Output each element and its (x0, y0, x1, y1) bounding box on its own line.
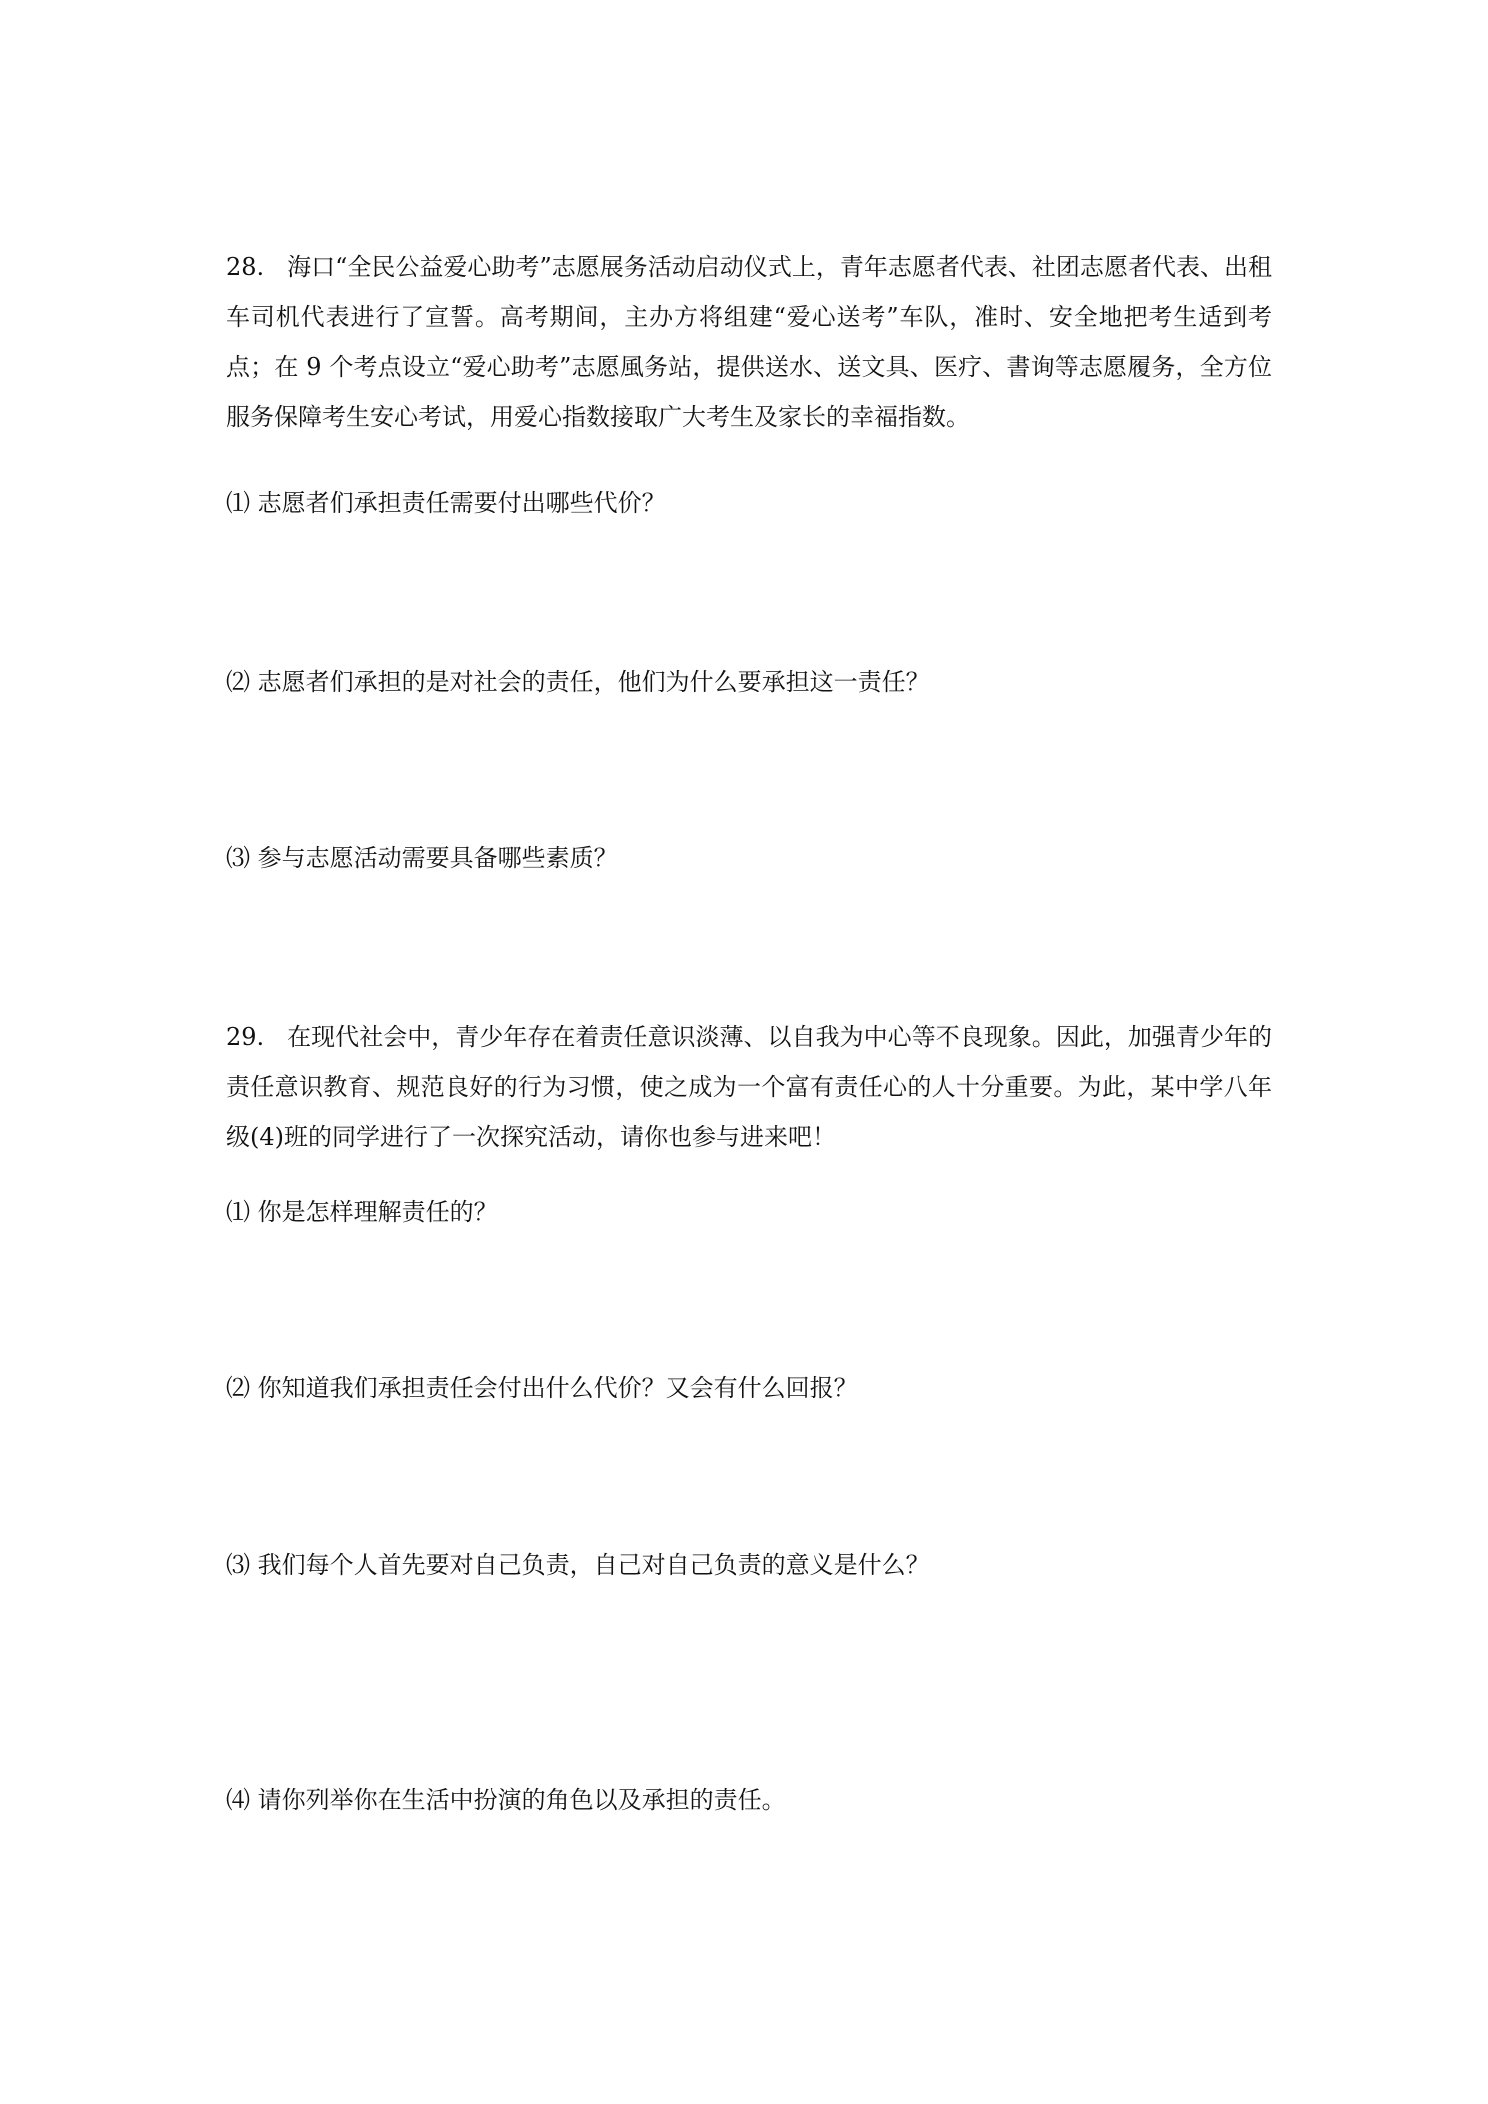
subquestion-text: 我们每个人首先要对自己负责，自己对自己负责的意义是什么？ (257, 1551, 930, 1579)
question-28-subquestion-3 (226, 841, 1272, 875)
question-29-subquestion-3 (226, 1548, 1272, 1582)
subquestion-label: ⑵ (226, 1374, 250, 1402)
question-28-subquestion-2 (226, 665, 1272, 699)
question-29-subquestion-4 (226, 1783, 1272, 1817)
subquestion-text: 志愿者们承担责任需要付出哪些代价？ (257, 489, 666, 517)
subquestion-text: 你知道我们承担责任会付出什么代价？又会有什么回报？ (257, 1374, 858, 1402)
question-28-stem (226, 242, 1272, 442)
subquestion-text: 请你列举你在生活中扮演的角色以及承担的责任。 (257, 1786, 786, 1814)
subquestion-label: ⑴ (226, 1198, 250, 1226)
question-number: 28. (226, 253, 265, 281)
subquestion-label: ⑵ (226, 668, 250, 696)
subquestion-label: ⑴ (226, 489, 250, 517)
subquestion-text: 志愿者们承担的是对社会的责任，他们为什么要承担这一责任？ (257, 668, 930, 696)
question-number: 29. (226, 1023, 265, 1051)
question-28-subquestion-1 (226, 486, 1272, 520)
subquestion-label: ⑷ (226, 1786, 250, 1814)
subquestion-text: 你是怎样理解责任的？ (257, 1198, 498, 1226)
question-29-subquestion-2 (226, 1371, 1272, 1405)
question-29-subquestion-1 (226, 1195, 1272, 1229)
question-text: 海口“全民公益爱心助考”志愿展务活动启动仪式上，青年志愿者代表、社团志愿者代表、出租车司机代表进行了宣誓。高考期间，主办方将组建“爱心送考”车队，准时、安全地把考生适到考点；在 9 个考点设立“爱心助考”志愿風务站，提供送水、送文具、医疗、書询等志愿履务，全方位服务保障考生安心考试，用爱心指数接取广大考生及家长的幸福指数。 (226, 253, 1272, 431)
question-text: 在现代社会中，青少年存在着责任意识淡薄、以自我为中心等不良现象。因此，加强青少年的责任意识教育、规范良好的行为习惯，使之成为一个富有责任心的人十分重要。为此，某中学八年级(4)班的同学进行了一次探究活动，请你也参与进来吧！ (226, 1023, 1272, 1151)
subquestion-label: ⑶ (226, 844, 250, 872)
subquestion-label: ⑶ (226, 1551, 250, 1579)
question-29-stem (226, 1012, 1272, 1162)
subquestion-text: 参与志愿活动需要具备哪些素质？ (257, 844, 618, 872)
